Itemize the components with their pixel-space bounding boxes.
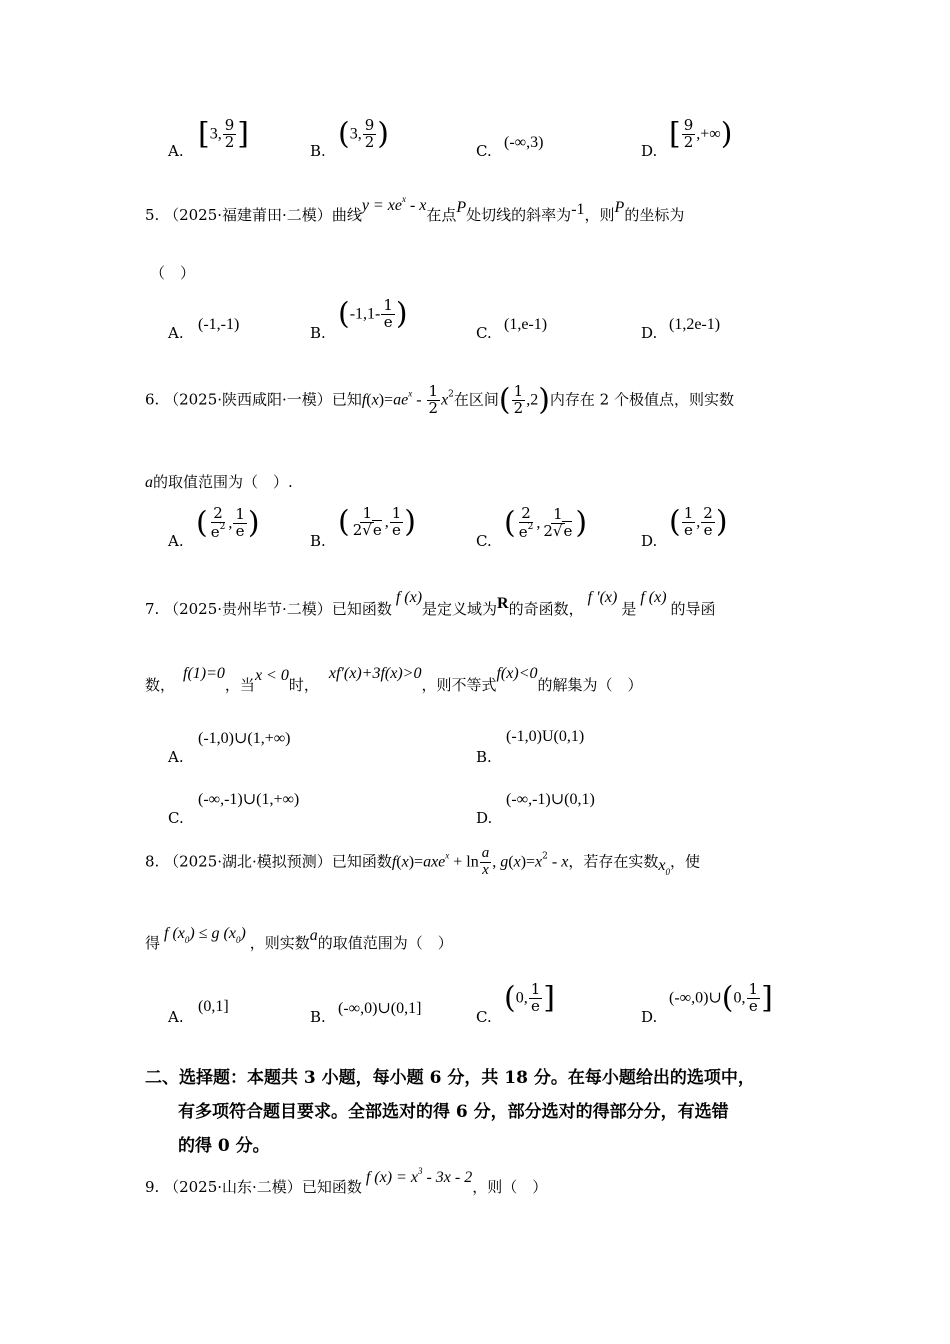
formula: f(x)<0	[496, 665, 538, 682]
formula: xf′(x)+3f(x)>0	[328, 665, 422, 682]
q8-option-d[interactable]	[641, 980, 773, 1026]
q6-stem-line2	[145, 471, 293, 492]
q7-option-c[interactable]	[168, 785, 300, 827]
question-number: 8.	[145, 852, 160, 871]
stem-text: 在区间	[453, 390, 499, 409]
option-letter: B.	[310, 142, 326, 160]
q8-stem-line2	[145, 925, 453, 955]
stem-text: 时，	[288, 676, 319, 694]
stem-text: ，则	[584, 206, 615, 224]
q4-option-d[interactable]	[641, 116, 733, 160]
option-letter: A.	[168, 748, 184, 766]
option-letter: A.	[168, 324, 184, 342]
option-letter: B.	[310, 324, 326, 342]
q5-option-b[interactable]	[310, 296, 408, 342]
question-source: （2025·福建莆田·二模）	[164, 206, 332, 224]
q6-option-d[interactable]	[641, 504, 728, 550]
option-math: (3, $\frac{9}{2}$ )	[338, 116, 389, 152]
option-math: (0,1]	[198, 998, 229, 1015]
q5-option-d[interactable]	[641, 302, 721, 342]
formula: x < 0	[254, 667, 289, 684]
math-var: P	[614, 199, 625, 216]
option-math: (-∞,0)∪(0,1]	[338, 1000, 422, 1017]
option-letter: C.	[476, 1008, 492, 1026]
stem-text: 的奇函数，	[508, 600, 584, 618]
q5-option-c[interactable]	[476, 302, 548, 342]
q8-option-c[interactable]	[476, 980, 555, 1026]
option-letter: B.	[310, 1008, 326, 1026]
option-math: (-∞,0)∪(0, $\frac{1}{e}$ ]	[669, 980, 773, 1016]
option-letter: A.	[168, 1008, 184, 1026]
option-math: (0, $\frac{1}{e}$ ]	[504, 980, 555, 1016]
option-math: (-1,-1)	[198, 316, 240, 333]
stem-text: ，当	[224, 676, 255, 694]
question-source: （2025·陕西咸阳·一模）	[164, 390, 332, 409]
stem-text: 在点	[426, 206, 457, 224]
option-letter: D.	[641, 324, 658, 342]
stem-text: 的取值范围为（ ）.	[153, 473, 293, 491]
option-math: (-∞,3)	[504, 134, 544, 151]
option-letter: B.	[310, 532, 326, 550]
formula: $f(x)=ae^x$ - $\frac{1}{2}$ $x^2$	[361, 382, 454, 417]
formula: $x_0$	[658, 857, 670, 878]
stem-text: 数，	[145, 676, 176, 694]
stem-text: 已知函数	[301, 1178, 362, 1196]
formula: f (x)	[636, 589, 671, 606]
stem-text: 的取值范围为（ ）	[317, 934, 453, 952]
math-value: -1	[571, 201, 585, 218]
option-math: (-1,1- $\frac{1}{e}$ )	[338, 296, 408, 332]
interval: ( $\frac{1}{2}$ ,2)	[498, 382, 550, 418]
stem-text: 已知	[331, 390, 362, 409]
q8-stem	[145, 846, 700, 879]
formula: f $(x) = x^3 - 3x - 2$	[361, 1166, 473, 1186]
stem-text: 已知函数	[331, 852, 392, 871]
q6-option-c[interactable]	[476, 504, 588, 550]
option-math: (1,2e-1)	[669, 316, 721, 333]
option-math: ( $\frac{2}{e^2}$ , $\frac{1}{2√e}$ )	[504, 504, 588, 541]
formula: $y = xe^x - x$	[361, 194, 427, 214]
q9-stem	[145, 1166, 548, 1197]
option-letter: A.	[168, 532, 184, 550]
math-var: P	[456, 199, 467, 216]
stem-text: ，则实数	[249, 934, 310, 952]
stem-text: 是定义域为	[422, 600, 498, 618]
formula: f (x)	[391, 589, 423, 606]
option-math: [ $\frac{9}{2}$ ,+∞)	[669, 116, 733, 152]
q7-stem	[145, 589, 716, 619]
q5-option-a[interactable]	[168, 302, 240, 342]
q4-option-b[interactable]	[310, 116, 389, 160]
q7-option-a[interactable]	[168, 724, 291, 766]
stem-text: ，使	[669, 852, 700, 871]
question-number: 7.	[145, 600, 160, 618]
option-letter: C.	[476, 324, 492, 342]
formula: f(1)=0	[183, 665, 225, 682]
q7-option-b[interactable]	[476, 724, 585, 766]
option-letter: B.	[476, 748, 492, 766]
stem-text: ，若存在实数	[568, 852, 659, 871]
question-number: 9.	[145, 1178, 160, 1196]
q6-option-a[interactable]	[168, 504, 260, 550]
section-heading-line2: 有多项符合题目要求。全部选对的得 6 分，部分选对的得部分分，有选错	[178, 1102, 729, 1122]
question-source: （2025·贵州毕节·二模）	[164, 600, 332, 618]
formula: f $(x_0) \le g$ $(x_0)$	[160, 925, 250, 945]
option-letter: D.	[641, 1008, 658, 1026]
q7-stem-line2	[145, 665, 643, 695]
stem-text: 内存在 2 个极值点，则实数	[549, 390, 734, 409]
option-math: (-∞,-1)∪(1,+∞)	[198, 791, 300, 808]
option-math: [3, $\frac{9}{2}$ ]	[198, 116, 249, 152]
stem-text: ，则（ ）	[472, 1178, 548, 1196]
stem-text: 已知函数	[331, 600, 392, 618]
stem-text: 曲线	[331, 206, 362, 224]
question-number: 6.	[145, 390, 160, 409]
math-set: R	[497, 595, 509, 612]
option-math: (-∞,-1)∪(0,1)	[506, 791, 595, 808]
math-var: a	[309, 927, 318, 944]
formula: f(x)=axe$^x$ + ln $\frac{a}{x}$ , $g(x)=x^2 - x$	[391, 845, 569, 878]
q6-option-b[interactable]	[310, 504, 416, 550]
question-source: （2025·山东·二模）	[164, 1178, 302, 1196]
option-letter: C.	[476, 532, 492, 550]
option-letter: A.	[168, 142, 184, 160]
q8-option-a[interactable]	[168, 986, 229, 1026]
option-letter: D.	[641, 142, 658, 160]
stem-text: 得	[145, 934, 161, 952]
option-letter: D.	[476, 809, 493, 827]
q8-option-b[interactable]	[310, 986, 422, 1026]
stem-text: ，则不等式	[421, 676, 497, 694]
stem-text: 的坐标为	[624, 206, 685, 224]
q6-stem	[145, 384, 734, 417]
option-math: ( $\frac{1}{e}$ , $\frac{2}{e}$ )	[669, 504, 728, 540]
stem-text: 的解集为（ ）	[537, 676, 643, 694]
stem-text: 处切线的斜率为	[466, 206, 572, 224]
option-math: (-1,0)∪(1,+∞)	[198, 730, 291, 747]
stem-text: 是	[621, 600, 637, 618]
q4-option-c[interactable]	[476, 118, 544, 160]
option-math: ( $\frac{1}{2√e}$ , $\frac{1}{e}$ )	[338, 504, 416, 540]
q7-option-d[interactable]	[476, 785, 595, 827]
q5-stem	[145, 194, 685, 225]
math-var: a	[145, 474, 153, 491]
formula: f ′(x)	[583, 589, 622, 606]
option-letter: C.	[476, 142, 492, 160]
section-heading-line3: 的得 0 分。	[178, 1136, 270, 1156]
option-math: (-1,0)U(0,1)	[506, 728, 585, 745]
q4-option-a[interactable]	[168, 116, 249, 160]
section-heading-line1: 二、选择题：本题共 3 小题，每小题 6 分，共 18 分。在每小题给出的选项中，	[145, 1068, 755, 1088]
option-math: (1,e-1)	[504, 316, 548, 333]
option-letter: C.	[168, 809, 184, 827]
option-letter: D.	[641, 532, 658, 550]
question-source: （2025·湖北·模拟预测）	[164, 852, 332, 871]
stem-text: 的导函	[670, 600, 716, 618]
question-number: 5.	[145, 206, 160, 224]
option-math: ( $\frac{2}{e^2}$ , $\frac{1}{e}$ )	[196, 504, 260, 541]
q5-answer-paren: （ ）	[150, 264, 196, 282]
